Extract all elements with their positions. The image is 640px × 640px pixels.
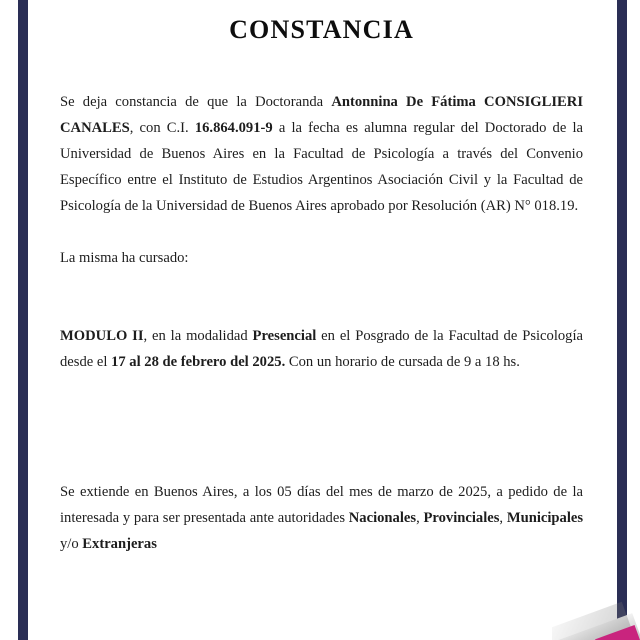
paragraph-enrollment-statement <box>60 89 583 219</box>
module-after-name-text: , en la modalidad <box>143 328 253 345</box>
issuance-lead-text: Se extiende en Buenos Aires, a los 05 días del mes de marzo de 2025, a pedido de la interesada y para ser presentada ante autoridades <box>60 484 583 527</box>
courses-lead-in-text: La misma ha cursado: <box>60 250 189 267</box>
student-name: Antonnina De Fátima CONSIGLIERI CANALES <box>60 94 583 137</box>
module-name: MODULO II <box>60 328 144 345</box>
document-content <box>60 0 583 557</box>
right-navy-rule <box>617 0 627 640</box>
paragraph-module-detail <box>60 323 583 375</box>
module-after-modality-text: en el Posgrado de la Facultad de Psicología desde el <box>60 328 584 371</box>
left-navy-rule <box>18 0 28 640</box>
intro-remainder-text: a la fecha es alumna regular del Doctorado de la Universidad de Buenos Aires en la Facultad de Psicología a través del Convenio Específico entre el Instituto de Estudios Argentinos Asociación Civil y la Facultad de Psicología de la Universidad de Buenos Aires aprobado por Resolución (AR) N° 018.19. <box>60 120 583 215</box>
authority-separator-2: , <box>499 510 507 527</box>
authority-nacionales: Nacionales <box>348 510 417 527</box>
student-document-id: 16.864.091-9 <box>194 120 273 137</box>
authority-extranjeras: Extranjeras <box>82 536 157 553</box>
authority-separator-1: , <box>416 510 424 527</box>
paragraph-issuance-statement <box>60 479 583 557</box>
authority-separator-3: y/o <box>60 536 83 553</box>
intro-after-name-text: , con C.I. <box>129 120 195 137</box>
paragraph-courses-lead-in <box>60 245 583 271</box>
module-date-range: 17 al 28 de febrero del 2025. <box>111 354 286 371</box>
page-title: CONSTANCIA <box>229 15 414 44</box>
authority-provinciales: Provinciales <box>423 510 500 527</box>
authority-municipales: Municipales <box>506 510 584 527</box>
module-schedule-text: Con un horario de cursada de 9 a 18 hs. <box>285 354 520 371</box>
intro-lead-text: Se deja constancia de que la Doctoranda <box>60 94 332 111</box>
module-modality: Presencial <box>252 328 317 345</box>
